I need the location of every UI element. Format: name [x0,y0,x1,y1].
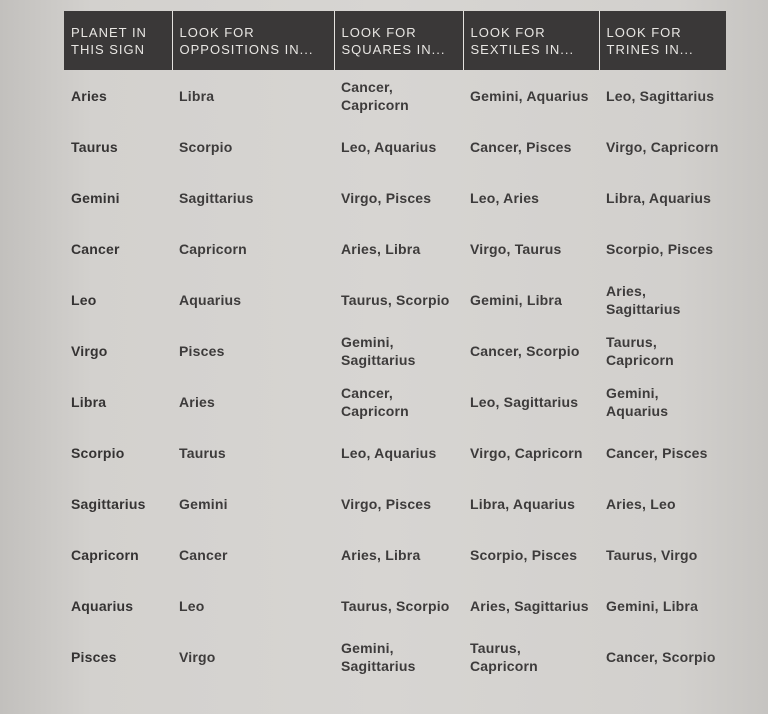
cell-opposition: Sagittarius [179,189,254,206]
cell-opposition: Scorpio [179,138,233,155]
cell-squares: Cancer, Capricorn [341,78,409,113]
cell-trines: Gemini, Libra [606,597,699,614]
cell-sign: Libra [71,393,107,410]
cell-opposition: Taurus [179,444,226,461]
table-body [64,70,726,682]
cell-sign: Virgo [71,342,108,359]
cell-sextiles: Leo, Aries [470,189,540,206]
header-oppositions: LOOK FOR OPPOSITIONS IN... [172,11,334,70]
cell-sign: Aries [71,87,108,104]
header-trines: LOOK FOR TRINES IN... [599,11,726,70]
cell-sign: Taurus [71,138,118,155]
cell-sextiles: Gemini, Libra [470,291,563,308]
table-row [64,70,726,121]
cell-squares: Aries, Libra [341,240,421,257]
cell-sextiles: Cancer, Pisces [470,138,572,155]
cell-sextiles: Virgo, Taurus [470,240,562,257]
table-row [64,274,726,325]
cell-squares: Virgo, Pisces [341,189,432,206]
cell-squares: Leo, Aquarius [341,444,437,461]
cell-squares: Gemini, Sagittarius [341,333,416,368]
cell-trines: Virgo, Capricorn [606,138,719,155]
cell-opposition: Libra [179,87,215,104]
header-sextiles: LOOK FOR SEXTILES IN... [463,11,599,70]
cell-opposition: Cancer [179,546,228,563]
table-row [64,427,726,478]
aspects-table [64,11,726,682]
cell-squares: Leo, Aquarius [341,138,437,155]
cell-trines: Taurus, Capricorn [606,333,674,368]
table-row [64,478,726,529]
cell-sextiles: Leo, Sagittarius [470,393,579,410]
cell-squares: Aries, Libra [341,546,421,563]
cell-trines: Gemini, Aquarius [606,384,669,419]
cell-opposition: Aquarius [179,291,242,308]
cell-trines: Cancer, Scorpio [606,648,716,665]
header-planet-in-sign: PLANET IN THIS SIGN [64,11,172,70]
header-squares: LOOK FOR SQUARES IN... [334,11,463,70]
cell-trines: Leo, Sagittarius [606,87,715,104]
table-row [64,121,726,172]
cell-sign: Leo [71,291,97,308]
cell-opposition: Pisces [179,342,225,359]
cell-opposition: Gemini [179,495,228,512]
table-row [64,529,726,580]
cell-sign: Aquarius [71,597,134,614]
cell-trines: Aries, Leo [606,495,676,512]
cell-squares: Virgo, Pisces [341,495,432,512]
table-row [64,223,726,274]
table-header [64,11,726,70]
cell-squares: Gemini, Sagittarius [341,639,416,674]
cell-sign: Scorpio [71,444,125,461]
cell-opposition: Leo [179,597,205,614]
cell-trines: Scorpio, Pisces [606,240,714,257]
cell-sextiles: Taurus, Capricorn [470,639,538,674]
cell-sextiles: Virgo, Capricorn [470,444,583,461]
table-row [64,580,726,631]
table-row [64,325,726,376]
cell-trines: Libra, Aquarius [606,189,712,206]
cell-sextiles: Libra, Aquarius [470,495,576,512]
table-row [64,631,726,682]
cell-squares: Taurus, Scorpio [341,291,450,308]
cell-sextiles: Gemini, Aquarius [470,87,589,104]
cell-sextiles: Aries, Sagittarius [470,597,589,614]
cell-opposition: Virgo [179,648,216,665]
cell-sign: Gemini [71,189,120,206]
cell-sextiles: Scorpio, Pisces [470,546,578,563]
cell-trines: Cancer, Pisces [606,444,708,461]
cell-sextiles: Cancer, Scorpio [470,342,580,359]
cell-sign: Pisces [71,648,117,665]
cell-trines: Aries, Sagittarius [606,282,681,317]
cell-opposition: Capricorn [179,240,247,257]
table-row [64,376,726,427]
cell-sign: Sagittarius [71,495,146,512]
cell-squares: Cancer, Capricorn [341,384,409,419]
cell-opposition: Aries [179,393,216,410]
cell-squares: Taurus, Scorpio [341,597,450,614]
cell-sign: Capricorn [71,546,139,563]
cell-sign: Cancer [71,240,120,257]
table-row [64,172,726,223]
cell-trines: Taurus, Virgo [606,546,698,563]
